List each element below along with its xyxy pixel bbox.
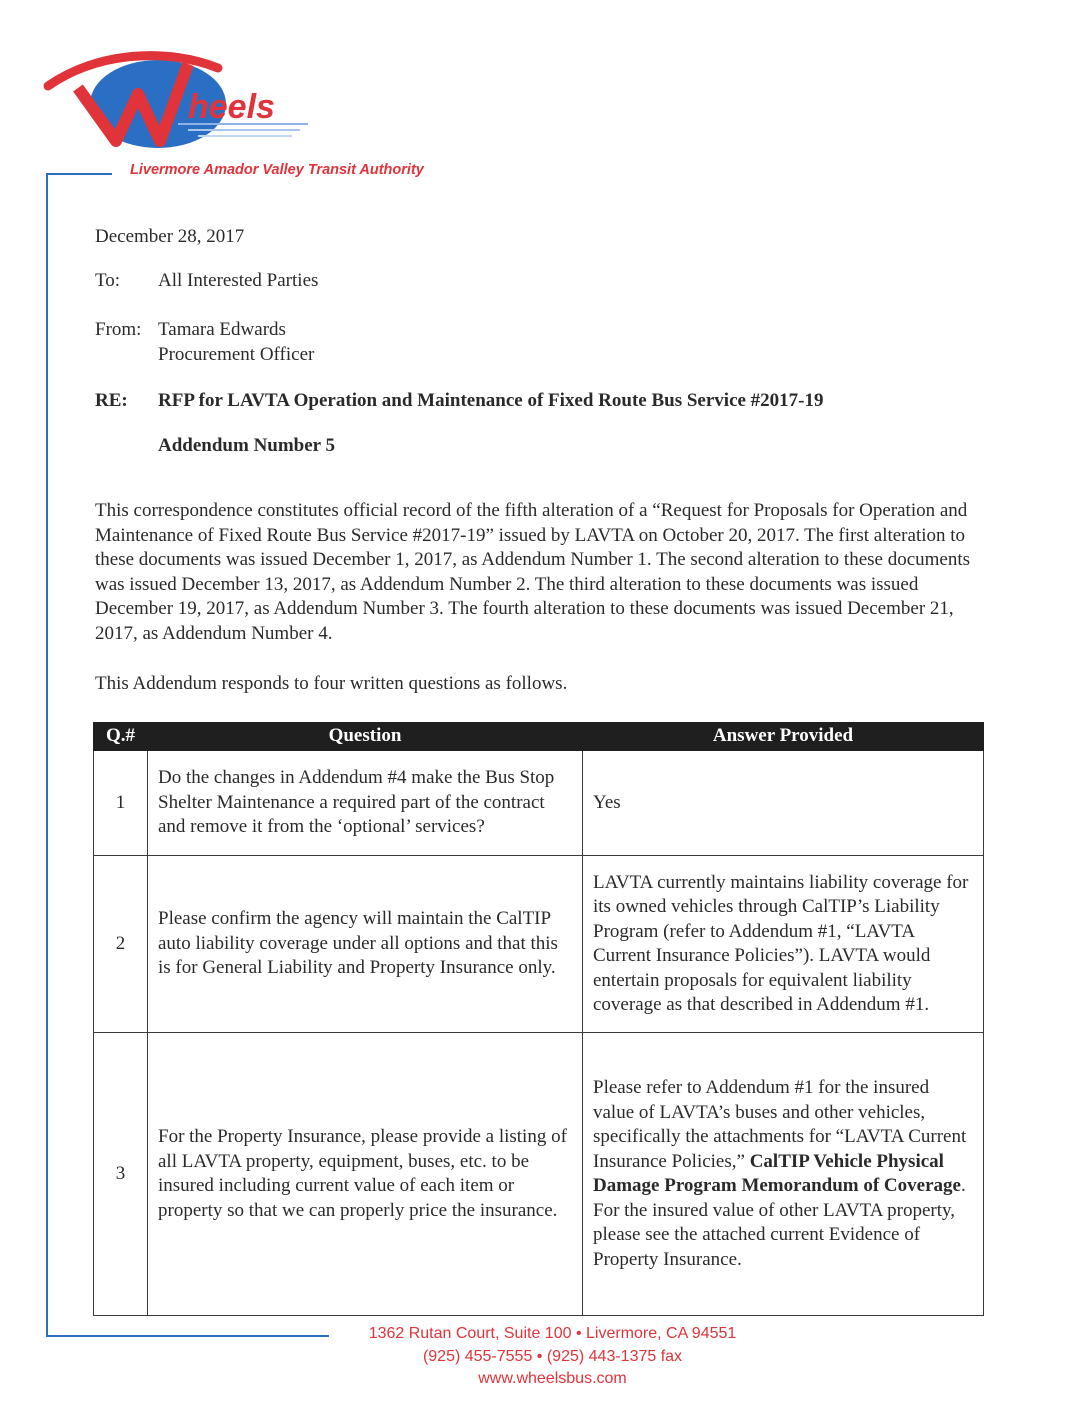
question-text: For the Property Insurance, please provide a listing of all LAVTA property, equipment, buses, etc. to be insured including current value of each item or property so that we can properly price the insurance. <box>148 1033 583 1316</box>
question-text: Do the changes in Addendum #4 make the Bus Stop Shelter Maintenance a required part of the contract and remove it from the ‘optional’ services? <box>148 751 583 856</box>
question-number: 3 <box>94 1033 148 1316</box>
answer-text <box>583 1033 984 1316</box>
logo-wordmark: heels <box>188 88 275 126</box>
question-number: 1 <box>94 751 148 856</box>
answer-bold-reference: CalTIP Vehicle Physical Damage Program Memorandum of Coverage <box>593 1150 961 1196</box>
header-answer: Answer Provided <box>583 723 984 751</box>
letterhead-border-bottom <box>46 1335 329 1337</box>
answer-text-part: Please refer to Addendum #1 for the insured value of LAVTA’s buses and other vehicles, specifically the attachments for “LAVTA Current Insurance Policies,” <box>593 1077 967 1172</box>
question-text: Please confirm the agency will maintain the CalTIP auto liability coverage under all options and that this is for General Liability and Property Insurance only. <box>148 856 583 1033</box>
sender-name: Tamara Edwards <box>158 319 286 340</box>
letterhead-border-top <box>46 173 112 175</box>
re-label: RE: <box>95 390 128 411</box>
header-question: Question <box>148 723 583 751</box>
footer-website: www.wheelsbus.com <box>478 1370 627 1387</box>
table-row <box>94 751 984 856</box>
body-paragraph: This correspondence constitutes official record of the fifth alteration of a “Request for Proposals for Operation and Maintenance of Fixed Route Bus Service #2017-19” issued by LAVTA on October 20, 2017. The first alteration to these documents was issued December 1, 2017, as Addendum Number 1. The second alteration to these documents was issued December 13, 2017, as Addendum Number 2. The third alteration to these documents was issued December 19, 2017, as Addendum Number 3. The fourth alteration to these documents was issued December 21, 2017, as Addendum Number 4. <box>95 500 971 644</box>
footer-address: 1362 Rutan Court, Suite 100 • Livermore, CA 94551 <box>368 1325 737 1342</box>
table-header-row <box>94 723 984 751</box>
answer-text: LAVTA currently maintains liability coverage for its owned vehicles through CalTIP’s Liability Program (refer to Addendum #1, “LAVTA Current Insurance Policies”). LAVTA would entertain proposals for equivalent liability coverage as that described in Addendum #1. <box>583 856 984 1033</box>
qa-table <box>93 722 984 1316</box>
footer-phone: (925) 455-7555 • (925) 443-1375 fax <box>422 1348 683 1365</box>
letter-date: December 28, 2017 <box>95 226 245 247</box>
header-qnum: Q.# <box>94 723 148 751</box>
answer-text-part: . For the insured value of other LAVTA property, please see the attached current Evidence of Property Insurance. <box>593 1175 966 1270</box>
organization-name: Livermore Amador Valley Transit Authority <box>130 162 424 178</box>
from-label: From: <box>95 319 142 340</box>
letterhead-border-left <box>46 173 48 1337</box>
to-recipient: All Interested Parties <box>158 270 319 291</box>
answer-text: Yes <box>583 751 984 856</box>
subject-line: RFP for LAVTA Operation and Maintenance of Fixed Route Bus Service #2017-19 <box>158 390 824 411</box>
table-row <box>94 1033 984 1316</box>
intro-sentence: This Addendum responds to four written questions as follows. <box>95 673 568 694</box>
table-row <box>94 856 984 1033</box>
question-number: 2 <box>94 856 148 1033</box>
sender-title: Procurement Officer <box>158 344 315 365</box>
wheels-logo <box>38 46 318 156</box>
to-label: To: <box>95 270 121 291</box>
addendum-title: Addendum Number 5 <box>158 435 336 456</box>
